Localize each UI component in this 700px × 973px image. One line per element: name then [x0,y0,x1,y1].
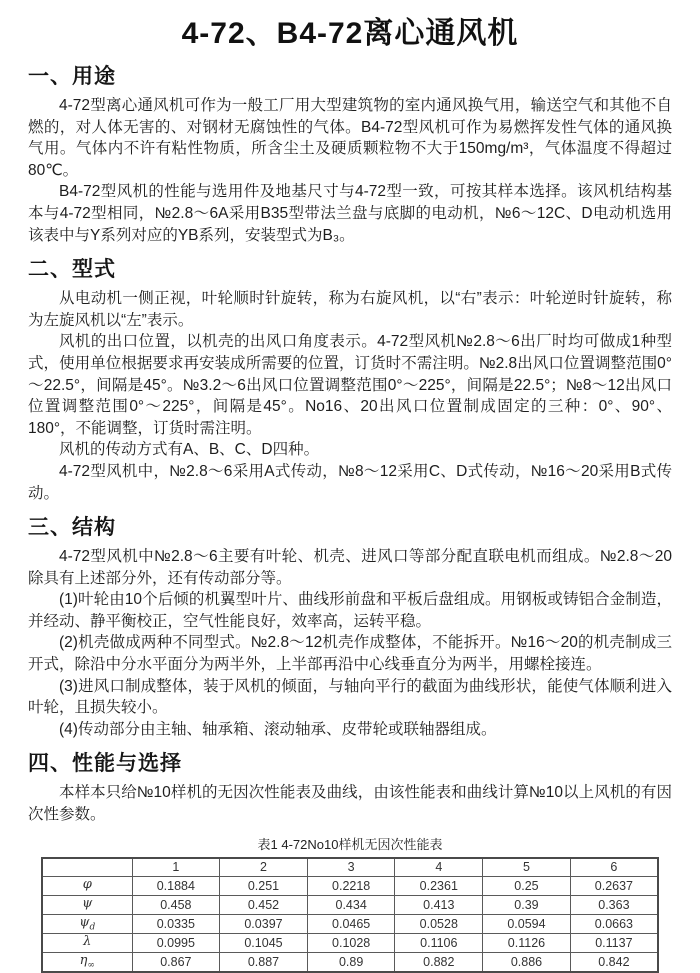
table-cell: 0.25 [483,877,571,896]
paragraph: (2)机壳做成两种不同型式。№2.8～12机壳作成整体，不能拆开。№16～20的机壳制成三开式，除沿中分水平面分为两半外，上半部再沿中心线垂直分为两半，用螺栓接连。 [28,634,672,674]
paragraph: (4)传动部分由主轴、轴承箱、滚动轴承、皮带轮或联轴器组成。 [59,720,497,738]
table-cell: 0.458 [132,896,220,915]
table-cell: 0.434 [307,896,395,915]
table-header-cell: 4 [395,858,483,877]
section-structure [28,511,672,740]
performance-table [41,857,659,973]
table-cell: 0.1126 [483,934,571,953]
table-cell: 0.1028 [307,934,395,953]
table-cell: 0.0397 [220,915,308,934]
table-header-cell: 5 [483,858,571,877]
paragraph: 从电动机一侧正视，叶轮顺时针旋转，称为右旋风机，以“右”表示：叶轮逆时针旋转，称为左旋风机以“左”表示。 [28,290,672,329]
row-label-psi [42,896,132,915]
greek-symbol: λ [83,934,92,950]
table-cell: 0.886 [483,953,571,972]
row-label-eta [42,953,132,972]
table-cell: 0.0528 [395,915,483,934]
table-cell: 0.39 [483,896,571,915]
greek-symbol: η [79,953,88,969]
table-header-row [42,858,658,877]
table-cell: 0.2637 [570,877,658,896]
table-cell: 0.1106 [395,934,483,953]
table-cell: 0.413 [395,896,483,915]
table-cell: 0.1137 [570,934,658,953]
paragraph: B4-72型风机的性能与选用件及地基尺寸与4-72型一致，可按其样本选择。该风机结构基本与4-72型相同，№2.8～6A采用B35型带法兰盘与底脚的电动机，№6～12C、D电动机选用该表中与Y系列对应的YB系列，安装型式为B₃。 [28,183,672,244]
table-cell: 0.2218 [307,877,395,896]
paragraph: (3)进风口制成整体，装于风机的倾面，与轴向平行的截面为曲线形状，能使气体顺利进入叶轮，且损失较小。 [28,677,672,717]
table-cell: 0.842 [570,953,658,972]
greek-symbol: φ [82,877,92,893]
greek-symbol: ψ [79,915,90,931]
section-performance [28,747,672,825]
greek-symbol: ψ [82,896,93,912]
table-cell: 0.2361 [395,877,483,896]
row-label-phi [42,877,132,896]
section-heading-usage: 一、用途 [28,65,116,88]
paragraph: (1)叶轮由10个后倾的机翼型叶片、曲线形前盘和平板后盘组成。用钢板或铸铝合金制造，并经动、静平衡校正，空气性能良好，效率高，运转平稳。 [28,591,672,630]
table-header-cell: 3 [307,858,395,877]
table-cell: 0.882 [395,953,483,972]
paragraph: 4-72型风机中№2.8～6主要有叶轮、机壳、进风口等部分配直联电机而组成。№2.8～20除具有上述部分外，还有传动部分等。 [28,548,672,587]
table-cell: 0.0465 [307,915,395,934]
row-label-psi-d [42,915,132,934]
greek-subscript: ∞ [87,960,95,971]
table-cell: 0.0995 [132,934,220,953]
paragraph: 风机的出口位置，以机壳的出风口角度表示。4-72型风机№2.8～6出厂时均可做成1种型式，使用单位根据要求再安装成所需要的位置，订货时不需注明。№2.8出风口位置调整范围0°～22.5°，间隔是45°。№3.2～6出风口位置调整范围0°～225°，间隔是22.5°；№8～12出风口位置调整范围0°～225°，间隔是45°。No16、20出风口位置制成固定的三种：0°、90°、180°，不能调整，订货时需注明。 [28,333,672,437]
section-heading-type: 二、型式 [28,258,116,282]
table-cell: 0.0335 [132,915,220,934]
table-cell: 0.867 [132,953,220,972]
table-row [42,915,658,934]
table-row [42,896,658,915]
table-header-cell: 2 [220,858,308,877]
table-cell: 0.363 [570,896,658,915]
table-cell: 0.1884 [132,877,220,896]
row-label-lambda [42,934,132,953]
paragraph: 4-72型离心通风机可作为一般工厂用大型建筑物的室内通风换气用，输送空气和其他不自燃的，对人体无害的、对钢材无腐蚀性的气体。B4-72型风机可作为易燃挥发性气体的通风换气用。气体内不许有粘性物质，所含尘土及硬质颗粒物不大于150mg/m³，气体温度不得超过80℃。 [28,97,672,179]
greek-subscript: d [89,922,96,933]
section-heading-performance: 四、性能与选择 [28,752,182,776]
table-cell: 0.0663 [570,915,658,934]
page-title: 4-72、B4-72离心通风机 [181,17,519,50]
table-cell: 0.251 [220,877,308,896]
table-cell: 0.0594 [483,915,571,934]
section-usage [28,60,672,246]
table-header-cell [42,858,132,877]
table-header-cell: 6 [570,858,658,877]
section-type [28,253,672,504]
table-cell: 0.89 [307,953,395,972]
paragraph: 4-72型风机中，№2.8～6采用A式传动，№8～12采用C、D式传动，№16～20采用B式传动。 [28,462,672,502]
table-cell: 0.887 [220,953,308,972]
table-caption: 表1 4-72No10样机无因次性能表 [257,836,443,852]
table-cell: 0.452 [220,896,308,915]
paragraph: 本样本只给№10样机的无因次性能表及曲线，由该性能表和曲线计算№10以上风机的有因次性参数。 [28,784,672,824]
table-cell: 0.1045 [220,934,308,953]
table-header-cell: 1 [132,858,220,877]
table-row [42,877,658,896]
section-heading-structure: 三、结构 [28,516,116,540]
table-row [42,953,658,972]
document-page [28,8,672,973]
table-row [42,934,658,953]
paragraph: 风机的传动方式有A、B、C、D四种。 [59,441,320,459]
